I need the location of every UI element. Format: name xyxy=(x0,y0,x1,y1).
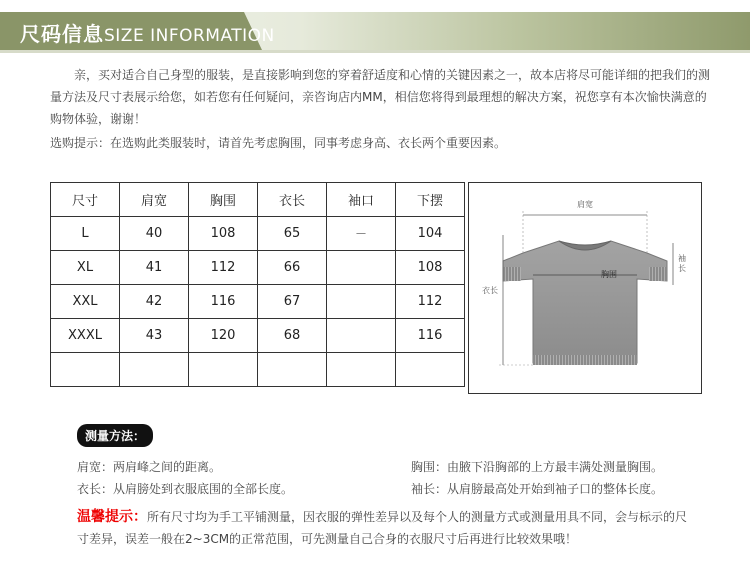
shoulder-label: 肩宽 xyxy=(577,200,593,209)
table-row xyxy=(51,217,465,251)
sleeve-cuff-right xyxy=(649,267,667,281)
warning-text: 所有尺寸均为手工平铺测量，因衣服的弹性差异以及每个人的测量方式或测量用具不同，会与标示的尺寸差异，误差一般在2~3CM的正常范围，可先测量自己合身的衣服尺寸后再进行比较效果哦！ xyxy=(77,510,688,546)
size-table xyxy=(50,182,465,387)
table-cell xyxy=(327,319,396,353)
sleeve-cuff-left xyxy=(503,267,521,281)
header-cell: 衣长 xyxy=(258,183,327,217)
table-cell: XXL xyxy=(51,285,120,319)
table-cell xyxy=(189,353,258,387)
table-cell: 43 xyxy=(120,319,189,353)
table-cell xyxy=(258,353,327,387)
table-cell: 66 xyxy=(258,251,327,285)
table-row xyxy=(51,285,465,319)
table-cell: 65 xyxy=(258,217,327,251)
method-length: 衣长：从肩膀处到衣服底围的全部长度。 xyxy=(77,482,294,496)
table-cell: 112 xyxy=(189,251,258,285)
length-label: 衣长 xyxy=(482,286,498,295)
table-row xyxy=(51,251,465,285)
table-cell: 116 xyxy=(396,319,465,353)
header-title-en: SIZE INFORMATION xyxy=(104,26,275,46)
sleeve-label-2: 长 xyxy=(678,264,686,273)
table-cell xyxy=(120,353,189,387)
sleeve-label-1: 袖 xyxy=(678,254,686,263)
intro-text xyxy=(50,64,710,154)
tshirt-diagram-svg xyxy=(469,183,701,393)
table-cell: 40 xyxy=(120,217,189,251)
table-cell: 116 xyxy=(189,285,258,319)
table-cell: 42 xyxy=(120,285,189,319)
header-cell: 肩宽 xyxy=(120,183,189,217)
table-cell: XXXL xyxy=(51,319,120,353)
table-cell xyxy=(327,285,396,319)
table-header-row xyxy=(51,183,465,217)
warning-label: 温馨提示： xyxy=(77,509,147,525)
table-cell xyxy=(327,353,396,387)
table-cell xyxy=(396,353,465,387)
table-cell: 41 xyxy=(120,251,189,285)
table-row xyxy=(51,353,465,387)
table-cell: 67 xyxy=(258,285,327,319)
tshirt-diagram xyxy=(468,182,702,394)
header-title xyxy=(20,18,275,47)
method-shoulder: 肩宽：两肩峰之间的距离。 xyxy=(77,460,222,474)
table-cell: 108 xyxy=(189,217,258,251)
table-cell: 120 xyxy=(189,319,258,353)
section-header xyxy=(0,12,750,50)
table-cell: 108 xyxy=(396,251,465,285)
table-cell: XL xyxy=(51,251,120,285)
tshirt-shape xyxy=(503,241,667,363)
intro-tip: 选购提示：在选购此类服装时，请首先考虑胸围，同事考虑身高、衣长两个重要因素。 xyxy=(50,136,507,150)
hem-band xyxy=(533,355,637,365)
warning-block xyxy=(77,506,697,550)
header-cell: 袖口 xyxy=(327,183,396,217)
method-badge: 测量方法： xyxy=(77,424,153,447)
header-cell: 下摆 xyxy=(396,183,465,217)
header-title-cn: 尺码信息 xyxy=(20,22,104,46)
table-row xyxy=(51,319,465,353)
header-underline xyxy=(0,50,750,53)
header-cell: 尺寸 xyxy=(51,183,120,217)
table-cell: 104 xyxy=(396,217,465,251)
header-cell: 胸围 xyxy=(189,183,258,217)
method-chest: 胸围：由腋下沿胸部的上方最丰满处测量胸围。 xyxy=(411,460,664,474)
table-cell: 68 xyxy=(258,319,327,353)
table-cell: L xyxy=(51,217,120,251)
table-cell: － xyxy=(327,217,396,251)
intro-paragraph: 亲，买对适合自己身型的服装，是直接影响到您的穿着舒适度和心情的关键因素之一，故本店将尽可能详细的把我们的测量方法及尺寸表展示给您，如若您有任何疑问，亲咨询店内MM，相信您将得到最理想的解决方案，祝您享有本次愉快满意的购物体验，谢谢！ xyxy=(50,68,711,126)
chest-label: 胸围 xyxy=(601,270,617,279)
method-sleeve: 袖长：从肩膀最高处开始到袖子口的整体长度。 xyxy=(411,482,664,496)
table-cell: 112 xyxy=(396,285,465,319)
table-cell xyxy=(327,251,396,285)
table-cell xyxy=(51,353,120,387)
